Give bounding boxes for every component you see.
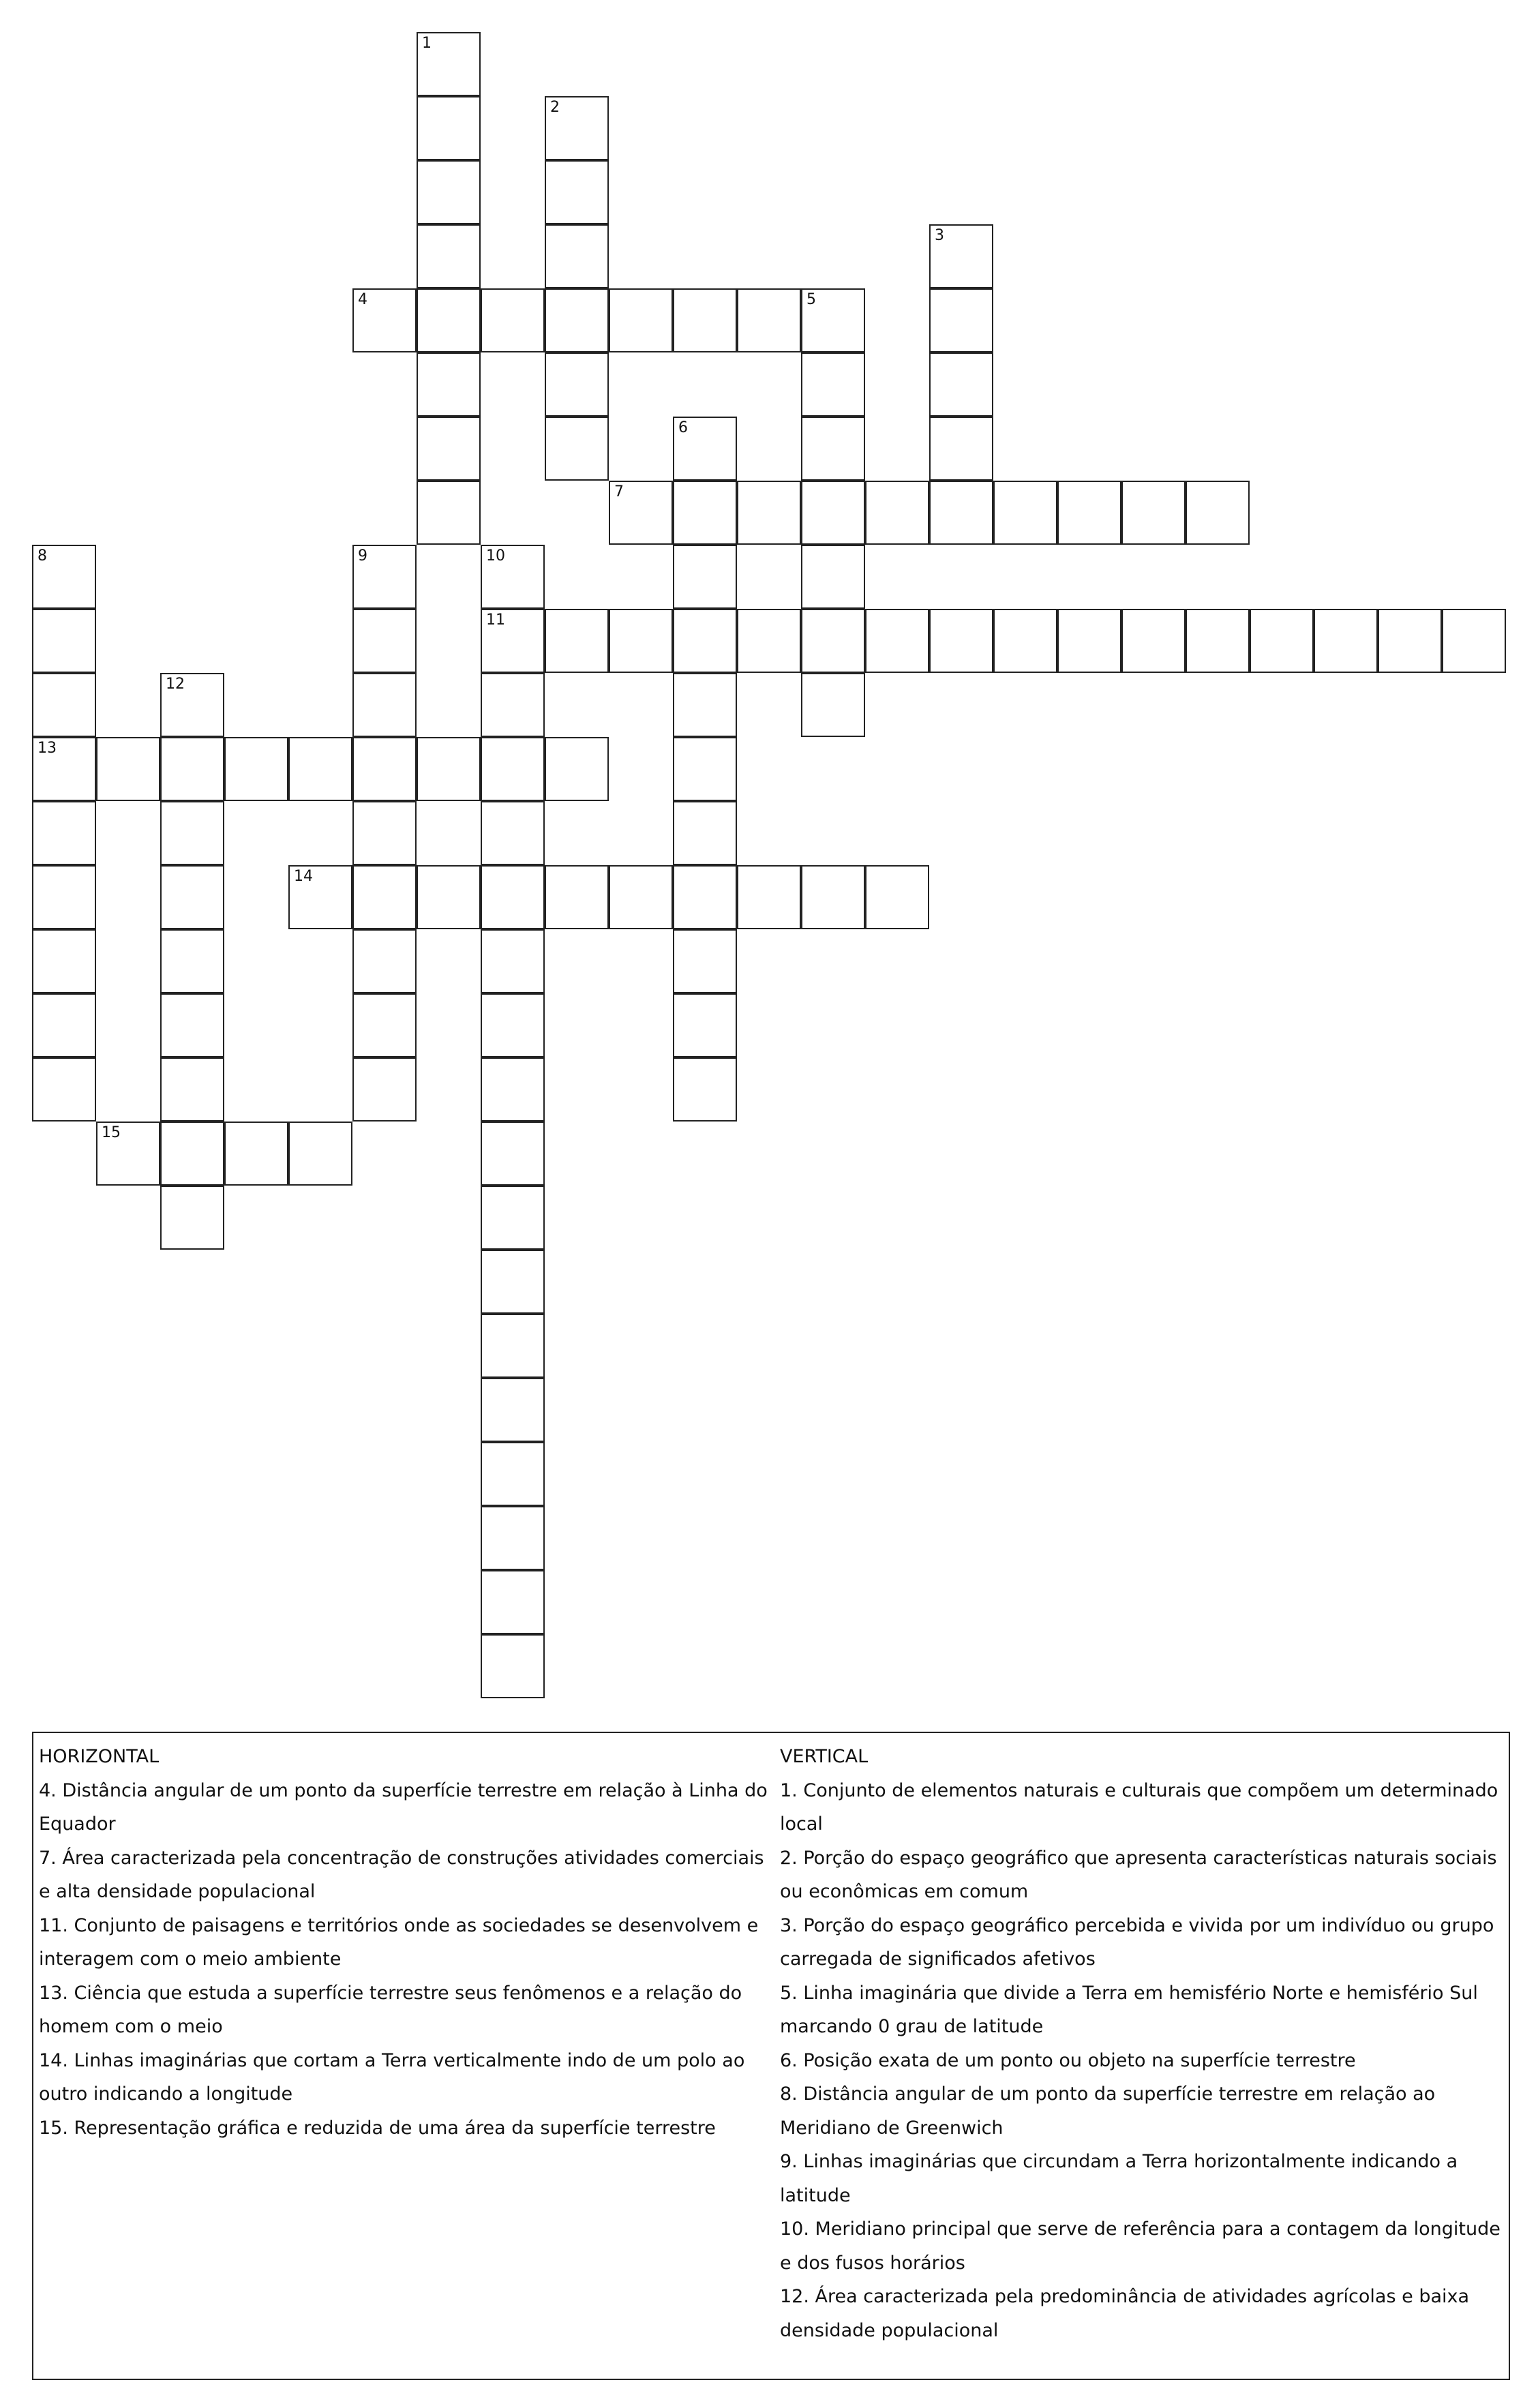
grid-cell[interactable]: [673, 929, 737, 993]
grid-cell[interactable]: [801, 481, 865, 545]
horizontal-heading: HORIZONTAL: [39, 1746, 160, 1767]
clue-number: 9: [358, 547, 367, 565]
grid-cell[interactable]: [673, 288, 737, 352]
grid-cell[interactable]: [417, 224, 481, 288]
grid-cell[interactable]: [481, 1442, 545, 1506]
grid-cell[interactable]: [417, 481, 481, 545]
grid-cell[interactable]: [545, 96, 609, 160]
vertical-clue: 5. Linha imaginária que divide a Terra em hemisfério Norte e hemisfério Sul marcando 0 grau de latitude: [780, 1982, 1478, 2037]
grid-cell[interactable]: [801, 865, 865, 929]
grid-cell[interactable]: [545, 865, 609, 929]
grid-cell[interactable]: [160, 801, 224, 865]
grid-cell[interactable]: [609, 865, 673, 929]
grid-cell[interactable]: [417, 737, 481, 801]
grid-cell[interactable]: [160, 929, 224, 993]
grid-cell[interactable]: [417, 352, 481, 417]
grid-cell[interactable]: [160, 737, 224, 801]
grid-cell[interactable]: [737, 865, 801, 929]
grid-cell[interactable]: [481, 1570, 545, 1634]
grid-cell[interactable]: [481, 609, 545, 673]
horizontal-clue: 7. Área caracterizada pela concentração de construções atividades comerciais e alta densidade populacional: [39, 1847, 764, 1902]
grid-cell[interactable]: [32, 801, 96, 865]
grid-cell[interactable]: [1186, 609, 1250, 673]
grid-cell[interactable]: [481, 1634, 545, 1698]
grid-cell[interactable]: [673, 801, 737, 865]
grid-cell[interactable]: [673, 609, 737, 673]
vertical-clue: 8. Distância angular de um ponto da superfície terrestre em relação ao Meridiano de Greenwich: [780, 2083, 1436, 2139]
clue-number: 1: [422, 35, 432, 52]
grid-cell[interactable]: [865, 865, 929, 929]
vertical-clue: 12. Área caracterizada pela predominância de atividades agrícolas e baixa densidade populacional: [780, 2286, 1470, 2341]
clue-number: 13: [37, 740, 57, 757]
grid-cell[interactable]: [481, 929, 545, 993]
grid-cell[interactable]: [1250, 609, 1314, 673]
grid-cell[interactable]: [545, 288, 609, 352]
grid-cell[interactable]: [352, 545, 417, 609]
grid-cell[interactable]: [673, 865, 737, 929]
grid-cell[interactable]: [417, 865, 481, 929]
grid-cell[interactable]: [481, 1057, 545, 1122]
grid-cell[interactable]: [481, 801, 545, 865]
vertical-heading: VERTICAL: [780, 1746, 869, 1767]
clue-number: 2: [550, 99, 560, 116]
grid-cell[interactable]: [288, 737, 352, 801]
vertical-clue: 3. Porção do espaço geográfico percebida e vivida por um indivíduo ou grupo carregada de significados afetivos: [780, 1914, 1494, 1970]
clue-number: 6: [678, 419, 688, 436]
grid-cell[interactable]: [32, 865, 96, 929]
grid-cell[interactable]: [160, 1186, 224, 1250]
grid-cell[interactable]: [993, 481, 1057, 545]
grid-cell[interactable]: [352, 929, 417, 993]
grid-cell[interactable]: [865, 609, 929, 673]
grid-cell[interactable]: [352, 609, 417, 673]
grid-cell[interactable]: [352, 737, 417, 801]
grid-cell[interactable]: [417, 96, 481, 160]
grid-cell[interactable]: [929, 609, 993, 673]
grid-cell[interactable]: [160, 1057, 224, 1122]
clue-number: 7: [614, 483, 624, 500]
clue-number: 11: [486, 612, 505, 629]
grid-cell[interactable]: [32, 929, 96, 993]
grid-cell[interactable]: [352, 993, 417, 1057]
grid-cell[interactable]: [609, 609, 673, 673]
grid-cell[interactable]: [352, 801, 417, 865]
horizontal-clue: 11. Conjunto de paisagens e territórios onde as sociedades se desenvolvem e interagem com o meio ambiente: [39, 1914, 759, 1970]
clue-number: 3: [935, 227, 944, 244]
grid-cell[interactable]: [32, 673, 96, 737]
grid-cell[interactable]: [1057, 609, 1121, 673]
grid-cell[interactable]: [929, 481, 993, 545]
grid-cell[interactable]: [801, 417, 865, 481]
grid-cell[interactable]: [545, 609, 609, 673]
grid-cell[interactable]: [673, 993, 737, 1057]
grid-cell[interactable]: [545, 352, 609, 417]
grid-cell[interactable]: [481, 1314, 545, 1378]
clue-number: 5: [806, 291, 816, 308]
grid-cell[interactable]: [609, 481, 673, 545]
grid-cell[interactable]: [96, 1122, 160, 1186]
grid-cell[interactable]: [481, 737, 545, 801]
grid-cell[interactable]: [737, 288, 801, 352]
horizontal-clues-column: [39, 1740, 779, 2145]
grid-cell[interactable]: [288, 1122, 352, 1186]
grid-cell[interactable]: [352, 673, 417, 737]
grid-cell[interactable]: [417, 417, 481, 481]
clue-number: 10: [486, 547, 505, 565]
grid-cell[interactable]: [32, 545, 96, 609]
grid-cell[interactable]: [673, 417, 737, 481]
grid-cell[interactable]: [32, 609, 96, 673]
grid-cell[interactable]: [673, 673, 737, 737]
vertical-clue: 2. Porção do espaço geográfico que apresenta características naturais sociais ou econômicas em comum: [780, 1847, 1497, 1902]
clues-panel: [32, 1732, 1510, 2380]
grid-cell[interactable]: [673, 481, 737, 545]
grid-cell[interactable]: [160, 865, 224, 929]
grid-cell[interactable]: [929, 224, 993, 288]
grid-cell[interactable]: [1057, 481, 1121, 545]
clue-number: 15: [102, 1124, 121, 1141]
grid-cell[interactable]: [801, 288, 865, 352]
grid-cell[interactable]: [224, 1122, 288, 1186]
horizontal-clue: 14. Linhas imaginárias que cortam a Terra verticalmente indo de um polo ao outro indicando a longitude: [39, 2049, 745, 2105]
grid-cell[interactable]: [673, 737, 737, 801]
grid-cell[interactable]: [609, 288, 673, 352]
vertical-clue: 1. Conjunto de elementos naturais e culturais que compõem um determinado local: [780, 1779, 1498, 1835]
grid-cell[interactable]: [160, 673, 224, 737]
grid-cell[interactable]: [929, 352, 993, 417]
grid-cell[interactable]: [801, 673, 865, 737]
grid-cell[interactable]: [545, 160, 609, 224]
vertical-clues-column: [780, 1740, 1509, 2347]
grid-cell[interactable]: [417, 160, 481, 224]
grid-cell[interactable]: [352, 1057, 417, 1122]
vertical-clue: 6. Posição exata de um ponto ou objeto na superfície terrestre: [780, 2049, 1356, 2071]
vertical-clue: 9. Linhas imaginárias que circundam a Terra horizontalmente indicando a latitude: [780, 2151, 1458, 2206]
grid-cell[interactable]: [417, 32, 481, 96]
grid-cell[interactable]: [929, 288, 993, 352]
grid-cell[interactable]: [801, 352, 865, 417]
grid-cell[interactable]: [481, 865, 545, 929]
horizontal-clue: 13. Ciência que estuda a superfície terrestre seus fenômenos e a relação do homem com o meio: [39, 1982, 742, 2037]
grid-cell[interactable]: [352, 865, 417, 929]
clue-number: 4: [358, 291, 367, 308]
grid-cell[interactable]: [1121, 609, 1186, 673]
grid-cell[interactable]: [288, 865, 352, 929]
grid-cell[interactable]: [1378, 609, 1442, 673]
grid-cell[interactable]: [801, 609, 865, 673]
grid-cell[interactable]: [96, 737, 160, 801]
horizontal-clue: 15. Representação gráfica e reduzida de uma área da superfície terrestre: [39, 2117, 716, 2139]
grid-cell[interactable]: [1121, 481, 1186, 545]
clue-number: 8: [37, 547, 47, 565]
grid-cell[interactable]: [1442, 609, 1506, 673]
grid-cell[interactable]: [352, 288, 417, 352]
grid-cell[interactable]: [1186, 481, 1250, 545]
grid-cell[interactable]: [993, 609, 1057, 673]
grid-cell[interactable]: [737, 609, 801, 673]
grid-cell[interactable]: [737, 481, 801, 545]
grid-cell[interactable]: [545, 224, 609, 288]
grid-cell[interactable]: [481, 673, 545, 737]
grid-cell[interactable]: [545, 417, 609, 481]
grid-cell[interactable]: [32, 993, 96, 1057]
horizontal-clue: 4. Distância angular de um ponto da superfície terrestre em relação à Linha do Equador: [39, 1779, 768, 1835]
grid-cell[interactable]: [481, 288, 545, 352]
grid-cell[interactable]: [481, 545, 545, 609]
clue-number: 14: [294, 868, 313, 885]
clue-number: 12: [166, 676, 185, 693]
grid-cell[interactable]: [801, 545, 865, 609]
grid-cell[interactable]: [673, 545, 737, 609]
grid-cell[interactable]: [32, 737, 96, 801]
grid-cell[interactable]: [417, 288, 481, 352]
grid-cell[interactable]: [929, 417, 993, 481]
grid-cell[interactable]: [481, 993, 545, 1057]
grid-cell[interactable]: [32, 1057, 96, 1122]
grid-cell[interactable]: [481, 1250, 545, 1314]
vertical-clue: 10. Meridiano principal que serve de referência para a contagem da longitude e dos fusos horários: [780, 2218, 1501, 2274]
grid-cell[interactable]: [1314, 609, 1378, 673]
grid-cell[interactable]: [481, 1378, 545, 1442]
grid-cell[interactable]: [481, 1506, 545, 1570]
grid-cell[interactable]: [481, 1186, 545, 1250]
grid-cell[interactable]: [865, 481, 929, 545]
grid-cell[interactable]: [481, 1122, 545, 1186]
grid-cell[interactable]: [673, 1057, 737, 1122]
grid-cell[interactable]: [160, 993, 224, 1057]
grid-cell[interactable]: [545, 737, 609, 801]
grid-cell[interactable]: [160, 1122, 224, 1186]
grid-cell[interactable]: [224, 737, 288, 801]
